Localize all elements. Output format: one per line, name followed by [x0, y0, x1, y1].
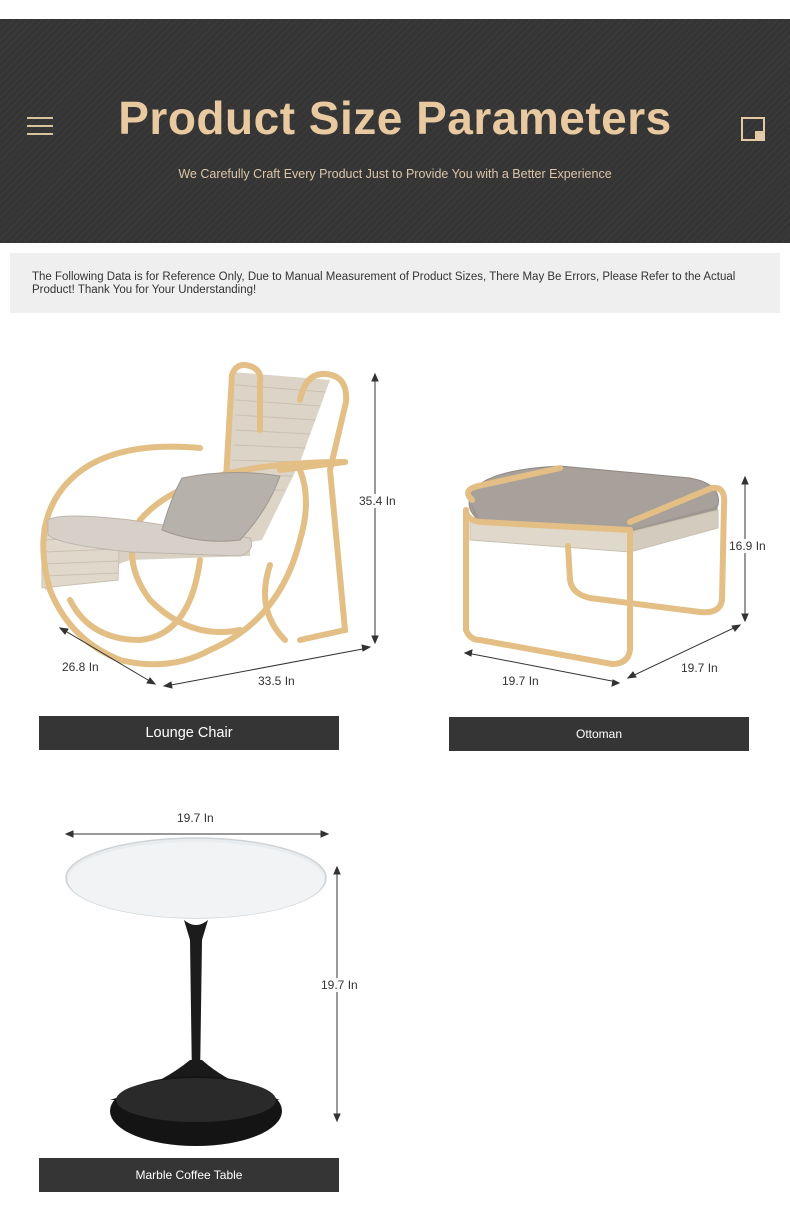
ottoman-depth: 19.7 In	[681, 661, 718, 675]
ottoman-label: Ottoman	[449, 717, 749, 751]
page-subtitle: We Carefully Craft Every Product Just to Provide You with a Better Experience	[178, 167, 612, 181]
lounge-chair-height: 35.4 In	[359, 494, 396, 508]
coffee-table-height: 19.7 In	[321, 978, 358, 992]
lounge-chair-label: Lounge Chair	[39, 716, 339, 750]
ottoman-width: 19.7 In	[502, 674, 539, 688]
lounge-chair-width: 33.5 In	[258, 674, 295, 688]
lounge-chair-depth: 26.8 In	[62, 660, 99, 674]
ottoman-height: 16.9 In	[729, 539, 766, 553]
disclaimer-notice: The Following Data is for Reference Only, Due to Manual Measurement of Product Sizes, There May Be Errors, Please Refer to the Actual Product! Thank You for Your Understanding!	[10, 253, 780, 313]
coffee-table-label: Marble Coffee Table	[39, 1158, 339, 1192]
coffee-table-diameter: 19.7 In	[177, 811, 214, 825]
page-title: Product Size Parameters	[118, 92, 672, 144]
